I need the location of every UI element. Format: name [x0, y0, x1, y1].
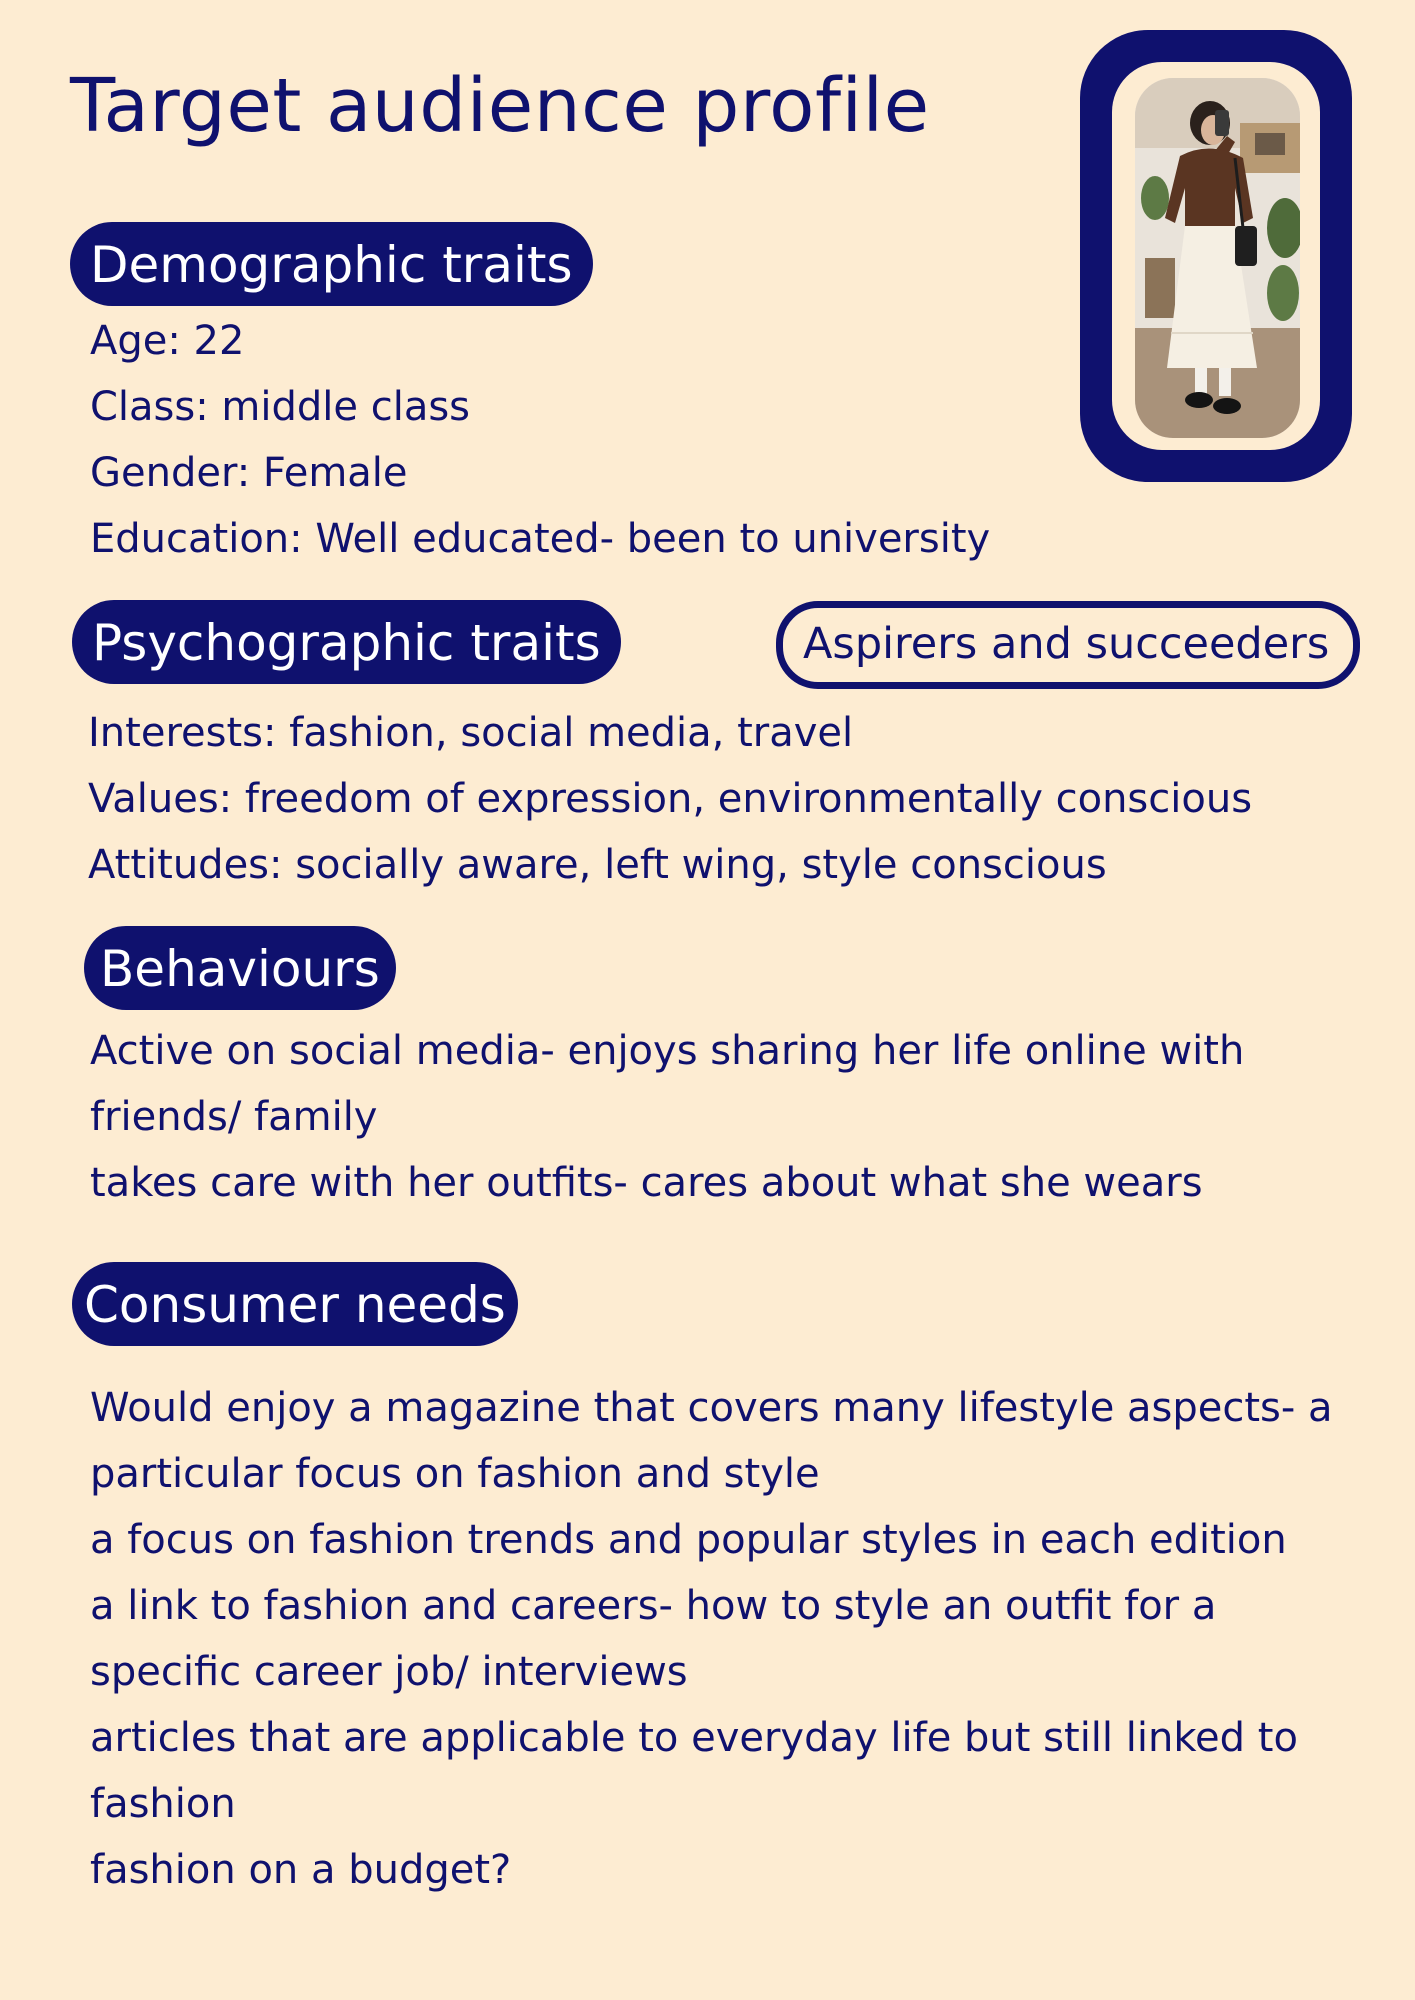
list-item: fashion: [90, 1781, 236, 1827]
list-item: specific career job/ interviews: [90, 1649, 688, 1695]
psychographic-traits-heading: Psychographic traits: [72, 600, 621, 684]
list-item: a link to fashion and careers- how to style an outfit for a: [90, 1583, 1217, 1629]
list-item: a focus on fashion trends and popular styles in each edition: [90, 1517, 1287, 1563]
list-item: Class: middle class: [90, 384, 471, 430]
list-item: articles that are applicable to everyday life but still linked to: [90, 1715, 1298, 1761]
list-item: takes care with her outfits- cares about what she wears: [90, 1160, 1203, 1206]
list-item: particular focus on fashion and style: [90, 1451, 820, 1497]
list-item: Interests: fashion, social media, travel: [88, 710, 854, 756]
list-item: Education: Well educated- been to university: [90, 516, 991, 562]
page-title: Target audience profile: [70, 63, 930, 149]
list-item: Age: 22: [90, 318, 245, 364]
consumer-needs-list: [90, 1375, 1390, 1903]
list-item: friends/ family: [90, 1094, 378, 1140]
list-item: Gender: Female: [90, 450, 408, 496]
list-item: fashion on a budget?: [90, 1847, 512, 1893]
behaviours-list: [90, 1018, 1390, 1216]
behaviours-heading: Behaviours: [84, 926, 396, 1010]
psychographic-traits-list: [88, 700, 1388, 898]
consumer-needs-heading: Consumer needs: [72, 1262, 518, 1346]
list-item: Would enjoy a magazine that covers many lifestyle aspects- a: [90, 1385, 1333, 1431]
demographic-traits-heading: Demographic traits: [70, 222, 593, 306]
list-item: Values: freedom of expression, environmentally conscious: [88, 776, 1253, 822]
list-item: Active on social media- enjoys sharing her life online with: [90, 1028, 1245, 1074]
list-item: Attitudes: socially aware, left wing, style conscious: [88, 842, 1107, 888]
demographic-traits-list: [90, 308, 1390, 572]
segment-badge: Aspirers and succeeders: [776, 601, 1360, 689]
